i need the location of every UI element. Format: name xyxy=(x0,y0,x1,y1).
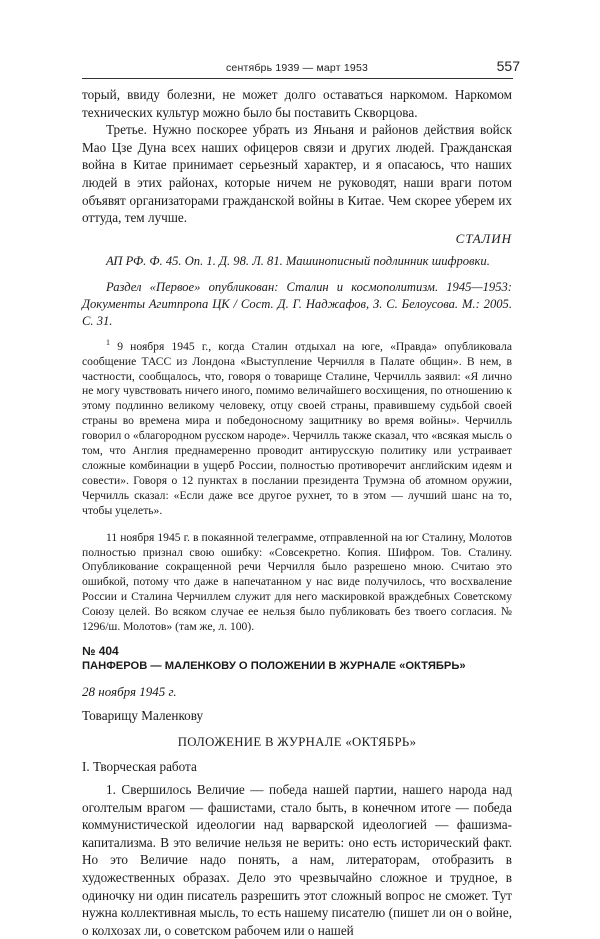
addressee: Товарищу Маленкову xyxy=(82,707,204,723)
footnote-marker: 1 xyxy=(106,337,110,347)
third-point-paragraph: Третье. Нужно поскорее убрать из Яньаня и районов действия войск Мао Цзе Дуна всех наших офицеров связи и других людей. Гражданская война в Китае принимает серьезный характер, и я опасаюсь, что наших людей в этих районах, которые ничем не руководят, наши враги потом объявят организаторами гражданской войны в Китае. Чем скорее уберем их оттуда, тем лучше. xyxy=(82,122,512,226)
page-number: 557 xyxy=(496,58,520,74)
document-title: ПАНФЕРОВ — МАЛЕНКОВУ О ПОЛОЖЕНИИ В ЖУРНАЛЕ «ОКТЯБРЬ» xyxy=(82,659,466,672)
header-rule xyxy=(82,78,513,79)
memo-paragraph-1: 1. Свершилось Величие — победа нашей партии, нашего народа над оголтелым врагом — фашистами, стало быть, в конечном итоге — победа коммунистической идеологии над варварской идеологией — фашизма-капитализма. В это величие нельзя не верить: оно есть исторический факт. Но это Величие надо понять, а нам, литераторам, отобразить в художественных образах. Дело это чрезвычайно сложное и трудное, в одиночку ни один писатель разрешить этот сложный вопрос не сможет. Тут нужна коллективная мысль, то есть нашему писателю (пишет ли он о войне, о колхозах ли, о советском рабочем или о нашей xyxy=(82,781,512,938)
document-date: 28 ноября 1945 г. xyxy=(82,683,177,699)
document-number: № 404 xyxy=(82,643,119,658)
archive-reference: АП РФ. Ф. 45. Оп. 1. Д. 98. Л. 81. Машинописный подлинник шифровки. xyxy=(106,253,490,268)
memo-title: ПОЛОЖЕНИЕ В ЖУРНАЛЕ «ОКТЯБРЬ» xyxy=(177,734,417,749)
footnote-1 xyxy=(82,337,512,519)
footnote-2: 11 ноября 1945 г. в покаянной телеграмме, отправленной на юг Сталину, Молотов полностью признал свою ошибку: «Совсекретно. Копия. Шифром. Тов. Сталину. Опубликование сокращенной речи Черчилля было разрешено мною. Считаю это ошибкой, потому что даже в напечатанном у нас виде получилось, что восхваление России и Сталина Черчиллем служит для него маскировкой враждебных Советскому Союзу целей. Во всяком случае ее нельзя было публиковать без твоего согласия. № 1296/ш. Молотов» (там же, л. 100). xyxy=(82,530,512,634)
continuation-paragraph: торый, ввиду болезни, не может долго оставаться наркомом. Наркомом технических культур можно было бы поставить Скворцова. xyxy=(82,87,512,120)
footnote-1-text: 9 ноября 1945 г., когда Сталин отдыхал на юге, «Правда» опубликовала сообщение ТАСС из Лондона «Выступление Черчилля в Палате общин». В нем, в частности, сообщалось, что, говоря о товарище Сталине, Черчилль заявил: «Я лично не могу чувствовать ничего иного, помимо величайшего восхищения, по отношению к этому подлинно великому человеку, отцу своей страны, правившему судьбой своей страны во времена мира и победоносному защитнику во время войны». Черчилль говорил о «благородном русском народе». Черчилль также сказал, что «всякая мысль о том, что Англия преднамеренно проводит антирусскую политику или устраивает сложные комбинации в ущерб России, полностью противоречит английским идеям и совести». Говоря о 12 пунктах в послании президента Трумэна об атомном оружии, Черчилль сказал: «Если даже все другое рухнет, то в этом — лучший шанс на то, чтобы уцелеть». xyxy=(82,339,512,517)
signature: СТАЛИН xyxy=(455,230,512,246)
text-column xyxy=(82,86,512,939)
publication-reference: Раздел «Первое» опубликован: Сталин и космополитизм. 1945—1953: Документы Агитпропа ЦК / Сост. Д. Г. Наджафов, З. С. Белоусова. М.: 2005. С. 31. xyxy=(82,279,512,328)
section-title: I. Творческая работа xyxy=(82,758,197,774)
running-head: сентябрь 1939 — март 1953 xyxy=(225,62,369,74)
